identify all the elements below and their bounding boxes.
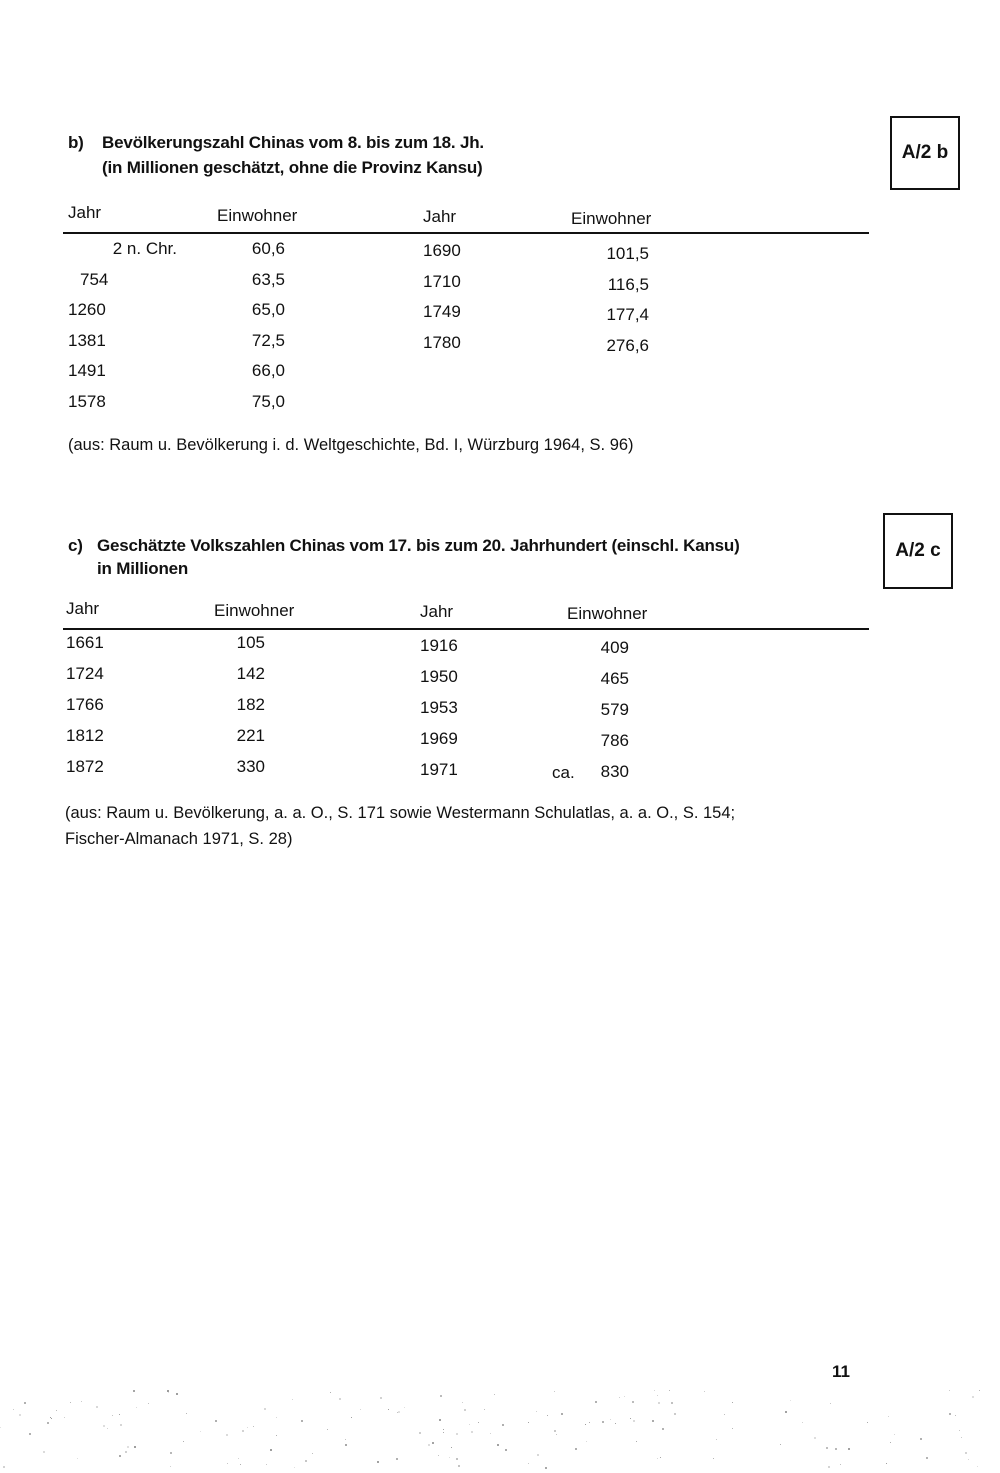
speckle	[926, 1457, 928, 1459]
speckle	[716, 1439, 717, 1440]
population-cell: 276,6	[606, 336, 649, 356]
section-c-col-year-right: Jahr	[420, 602, 454, 621]
speckle	[253, 1426, 254, 1427]
speckle	[312, 1453, 313, 1454]
speckle	[380, 1397, 382, 1399]
speckle	[732, 1402, 733, 1403]
year-cell: 1749	[423, 302, 461, 322]
speckle	[305, 1460, 307, 1462]
speckle	[103, 1425, 105, 1427]
section-c-title: Geschätzte Volkszahlen Chinas vom 17. bis zum 20. Jahrhundert (einschl. Kansu)	[97, 536, 740, 555]
speckle	[443, 1429, 444, 1430]
speckle	[713, 1458, 714, 1459]
speckle	[732, 1428, 733, 1429]
speckle	[961, 1437, 962, 1438]
population-cell: 66,0	[251, 361, 285, 380]
speckle	[965, 1452, 967, 1454]
speckle	[886, 1463, 887, 1464]
population-cell: 182	[236, 695, 265, 714]
speckle	[200, 1431, 201, 1432]
speckle	[242, 1430, 244, 1432]
speckle	[537, 1454, 539, 1456]
speckle	[802, 1422, 803, 1423]
year-cell: 1724	[66, 664, 104, 683]
speckle	[81, 1401, 82, 1402]
speckle	[133, 1390, 135, 1392]
section-b-tag	[890, 116, 960, 190]
speckle	[127, 1446, 129, 1448]
speckle	[186, 1413, 187, 1414]
speckle	[462, 1402, 463, 1403]
speckle	[170, 1452, 172, 1454]
population-cell: 63,5	[251, 269, 285, 289]
population-cell: 75,0	[251, 391, 285, 411]
speckle	[658, 1402, 660, 1404]
speckle	[830, 1403, 831, 1404]
population-cell: 116,5	[607, 274, 649, 294]
section-b-title: Bevölkerungszahl Chinas vom 8. bis zum 18. Jh.	[102, 133, 484, 152]
speckle	[440, 1395, 442, 1397]
speckle	[469, 1424, 470, 1425]
speckle	[29, 1433, 31, 1435]
section-b-col-year-left: Jahr	[68, 203, 102, 222]
speckle	[828, 1466, 830, 1468]
population-cell: 579	[600, 700, 629, 719]
approx-prefix: ca.	[552, 763, 575, 782]
year-cell: 1969	[420, 729, 458, 748]
speckle	[428, 1444, 430, 1446]
population-cell: 60,6	[251, 239, 285, 258]
section-c-letter: c)	[68, 536, 83, 555]
population-cell: 465	[600, 669, 629, 688]
speckle	[561, 1413, 563, 1415]
speckle	[478, 1422, 479, 1423]
speckle	[443, 1432, 444, 1433]
speckle	[134, 1446, 136, 1448]
speckle	[77, 1458, 78, 1459]
year-cell: 1950	[420, 667, 458, 686]
speckle	[955, 1415, 956, 1416]
year-cell: 1953	[420, 698, 458, 717]
speckle	[652, 1420, 654, 1422]
speckle	[24, 1402, 26, 1404]
population-cell: 72,5	[251, 330, 285, 350]
section-c-tag-label: A/2 c	[895, 540, 941, 561]
speckle	[630, 1418, 631, 1419]
speckle	[396, 1458, 398, 1460]
speckle	[136, 1407, 137, 1408]
speckle	[848, 1448, 850, 1450]
speckle	[276, 1435, 277, 1436]
speckle	[575, 1448, 577, 1450]
speckle	[266, 1464, 267, 1465]
speckle	[835, 1448, 837, 1450]
population-cell: 177,4	[606, 305, 649, 325]
speckle	[494, 1394, 495, 1395]
year-cell: 1766	[66, 695, 104, 714]
speckle	[456, 1458, 458, 1460]
speckle	[660, 1457, 661, 1458]
speckle	[176, 1393, 178, 1395]
speckle	[894, 1434, 895, 1435]
speckle	[148, 1403, 149, 1404]
speckle	[339, 1398, 341, 1400]
speckle	[490, 1433, 491, 1434]
speckle	[547, 1415, 548, 1416]
speckle	[633, 1420, 635, 1422]
speckle	[13, 1409, 14, 1410]
speckle	[419, 1432, 421, 1434]
year-cell: 1381	[68, 330, 106, 350]
year-cell: 754	[80, 269, 109, 289]
section-b-col-year-right: Jahr	[423, 207, 457, 226]
speckle	[662, 1428, 664, 1430]
speckle	[471, 1431, 473, 1433]
population-cell: 221	[236, 726, 265, 745]
speckle	[959, 1430, 960, 1431]
speckle	[47, 1422, 49, 1424]
speckle	[168, 1392, 169, 1393]
speckle	[619, 1397, 620, 1398]
speckle	[458, 1465, 460, 1467]
speckle	[867, 1422, 868, 1423]
speckle	[438, 1455, 439, 1456]
year-cell: 1780	[423, 333, 461, 353]
speckle	[669, 1390, 670, 1391]
year-cell: 1971	[420, 760, 458, 779]
speckle	[330, 1392, 331, 1393]
speckle	[170, 1466, 171, 1467]
speckle	[505, 1449, 507, 1451]
section-b-tag-label: A/2 b	[901, 142, 949, 163]
speckle	[528, 1422, 529, 1423]
speckle	[632, 1401, 634, 1403]
speckle	[674, 1413, 676, 1415]
speckle	[96, 1406, 98, 1408]
speckle	[654, 1390, 655, 1391]
speckle	[0, 1427, 1, 1428]
speckle	[671, 1402, 673, 1404]
speckle	[270, 1449, 272, 1451]
speckle	[107, 1428, 108, 1429]
speckle	[554, 1391, 555, 1392]
speckle	[327, 1429, 328, 1430]
speckle	[615, 1423, 616, 1424]
speckle	[502, 1424, 504, 1426]
speckle	[657, 1458, 658, 1459]
population-cell: 105	[236, 633, 265, 652]
year-cell: 2 n. Chr.	[112, 239, 177, 258]
population-cell: 65,0	[251, 300, 285, 319]
speckle	[464, 1409, 466, 1411]
speckle	[589, 1422, 590, 1423]
speckle	[301, 1420, 303, 1422]
section-c-col-pop-left: Einwohner	[214, 601, 295, 620]
speckle	[50, 1417, 51, 1418]
speckle	[51, 1418, 52, 1419]
speckle	[451, 1447, 452, 1448]
population-cell: 142	[236, 664, 265, 683]
speckle	[238, 1458, 239, 1459]
speckle	[704, 1391, 705, 1392]
speckle	[226, 1434, 228, 1436]
year-cell: 1260	[68, 300, 106, 319]
speckle	[968, 1459, 969, 1460]
speckle	[404, 1407, 405, 1408]
speckle	[920, 1438, 922, 1440]
speckle	[264, 1408, 266, 1410]
speckle	[497, 1444, 499, 1446]
page-number: 11	[832, 1362, 850, 1381]
speckle	[345, 1444, 347, 1446]
population-cell: 409	[600, 638, 629, 657]
speckle	[215, 1420, 217, 1422]
section-c-source-line1: (aus: Raum u. Bevölkerung, a. a. O., S. 171 sowie Westermann Schulatlas, a. a. O., S. 154;	[65, 804, 736, 822]
speckle	[790, 1400, 791, 1401]
population-cell: 101,5	[606, 244, 649, 263]
speckle	[388, 1409, 389, 1410]
speckle	[3, 1466, 5, 1468]
speckle	[536, 1411, 537, 1412]
speckle	[636, 1441, 637, 1442]
speckle	[780, 1444, 781, 1445]
speckle	[449, 1457, 450, 1458]
section-c-tag	[883, 513, 953, 589]
speckle	[456, 1433, 458, 1435]
year-cell: 1661	[66, 633, 104, 652]
speckle	[439, 1419, 441, 1421]
speckle	[724, 1414, 725, 1415]
speckle	[240, 1464, 241, 1465]
population-cell: 330	[236, 757, 265, 776]
speckle	[56, 1410, 57, 1411]
speckle	[377, 1461, 379, 1463]
speckle	[484, 1409, 485, 1410]
speckle	[276, 1417, 277, 1418]
speckle	[167, 1390, 169, 1392]
speckle	[19, 1414, 21, 1416]
speckle	[528, 1463, 529, 1464]
section-c-col-year-left: Jahr	[66, 599, 100, 618]
speckle	[119, 1414, 120, 1415]
speckle	[432, 1442, 434, 1444]
speckle	[294, 1467, 295, 1468]
speckle	[345, 1439, 346, 1440]
speckle	[545, 1467, 547, 1469]
speckle	[585, 1424, 586, 1425]
section-b-header-rule	[63, 232, 869, 234]
section-b-letter: b)	[68, 133, 84, 152]
speckle	[247, 1427, 248, 1428]
year-cell: 1710	[423, 271, 461, 291]
speckle	[556, 1434, 557, 1435]
section-c-col-pop-right: Einwohner	[567, 604, 648, 623]
speckle	[949, 1390, 950, 1391]
year-cell: 1690	[423, 241, 461, 260]
year-cell: 1812	[66, 726, 104, 745]
speckle	[657, 1395, 658, 1396]
section-b-source: (aus: Raum u. Bevölkerung i. d. Weltgeschichte, Bd. I, Würzburg 1964, S. 96)	[68, 436, 634, 454]
speckle	[125, 1451, 127, 1453]
year-cell: 1491	[68, 361, 106, 380]
speckle	[183, 1441, 184, 1442]
speckle	[888, 1416, 889, 1417]
speckle	[624, 1396, 625, 1397]
population-cell: 830	[600, 762, 629, 781]
speckle	[595, 1401, 597, 1403]
year-cell: 1916	[420, 636, 458, 655]
speckle	[119, 1455, 121, 1457]
speckle	[977, 1466, 978, 1467]
speckle	[554, 1430, 556, 1432]
speckle	[351, 1417, 352, 1418]
section-b-col-pop-left: Einwohner	[217, 206, 298, 225]
section-b-col-pop-right: Einwohner	[571, 209, 652, 228]
speckle	[949, 1413, 951, 1415]
speckle	[227, 1463, 228, 1464]
speckle	[360, 1409, 361, 1410]
speckle	[840, 1464, 841, 1465]
speckle	[972, 1396, 974, 1398]
speckle	[826, 1447, 828, 1449]
section-b-subtitle: (in Millionen geschätzt, ohne die Provinz Kansu)	[102, 158, 483, 177]
speckle	[43, 1451, 45, 1453]
speckle	[814, 1437, 816, 1439]
year-cell: 1872	[66, 757, 104, 776]
section-c-header-rule	[63, 628, 869, 630]
speckle	[602, 1421, 604, 1423]
speckle	[398, 1411, 400, 1413]
year-cell: 1578	[68, 391, 106, 411]
speckle	[785, 1411, 787, 1413]
speckle	[292, 1399, 293, 1400]
speckle	[610, 1419, 611, 1420]
speckle	[120, 1424, 122, 1426]
speckle	[979, 1390, 980, 1391]
speckle	[586, 1441, 587, 1442]
section-c-source-line2: Fischer-Almanach 1971, S. 28)	[65, 830, 293, 848]
speckle	[890, 1442, 891, 1443]
section-c-subtitle: in Millionen	[97, 559, 189, 578]
speckle	[64, 1417, 65, 1418]
speckle	[70, 1402, 71, 1403]
speckle	[112, 1415, 113, 1416]
population-cell: 786	[600, 731, 629, 750]
